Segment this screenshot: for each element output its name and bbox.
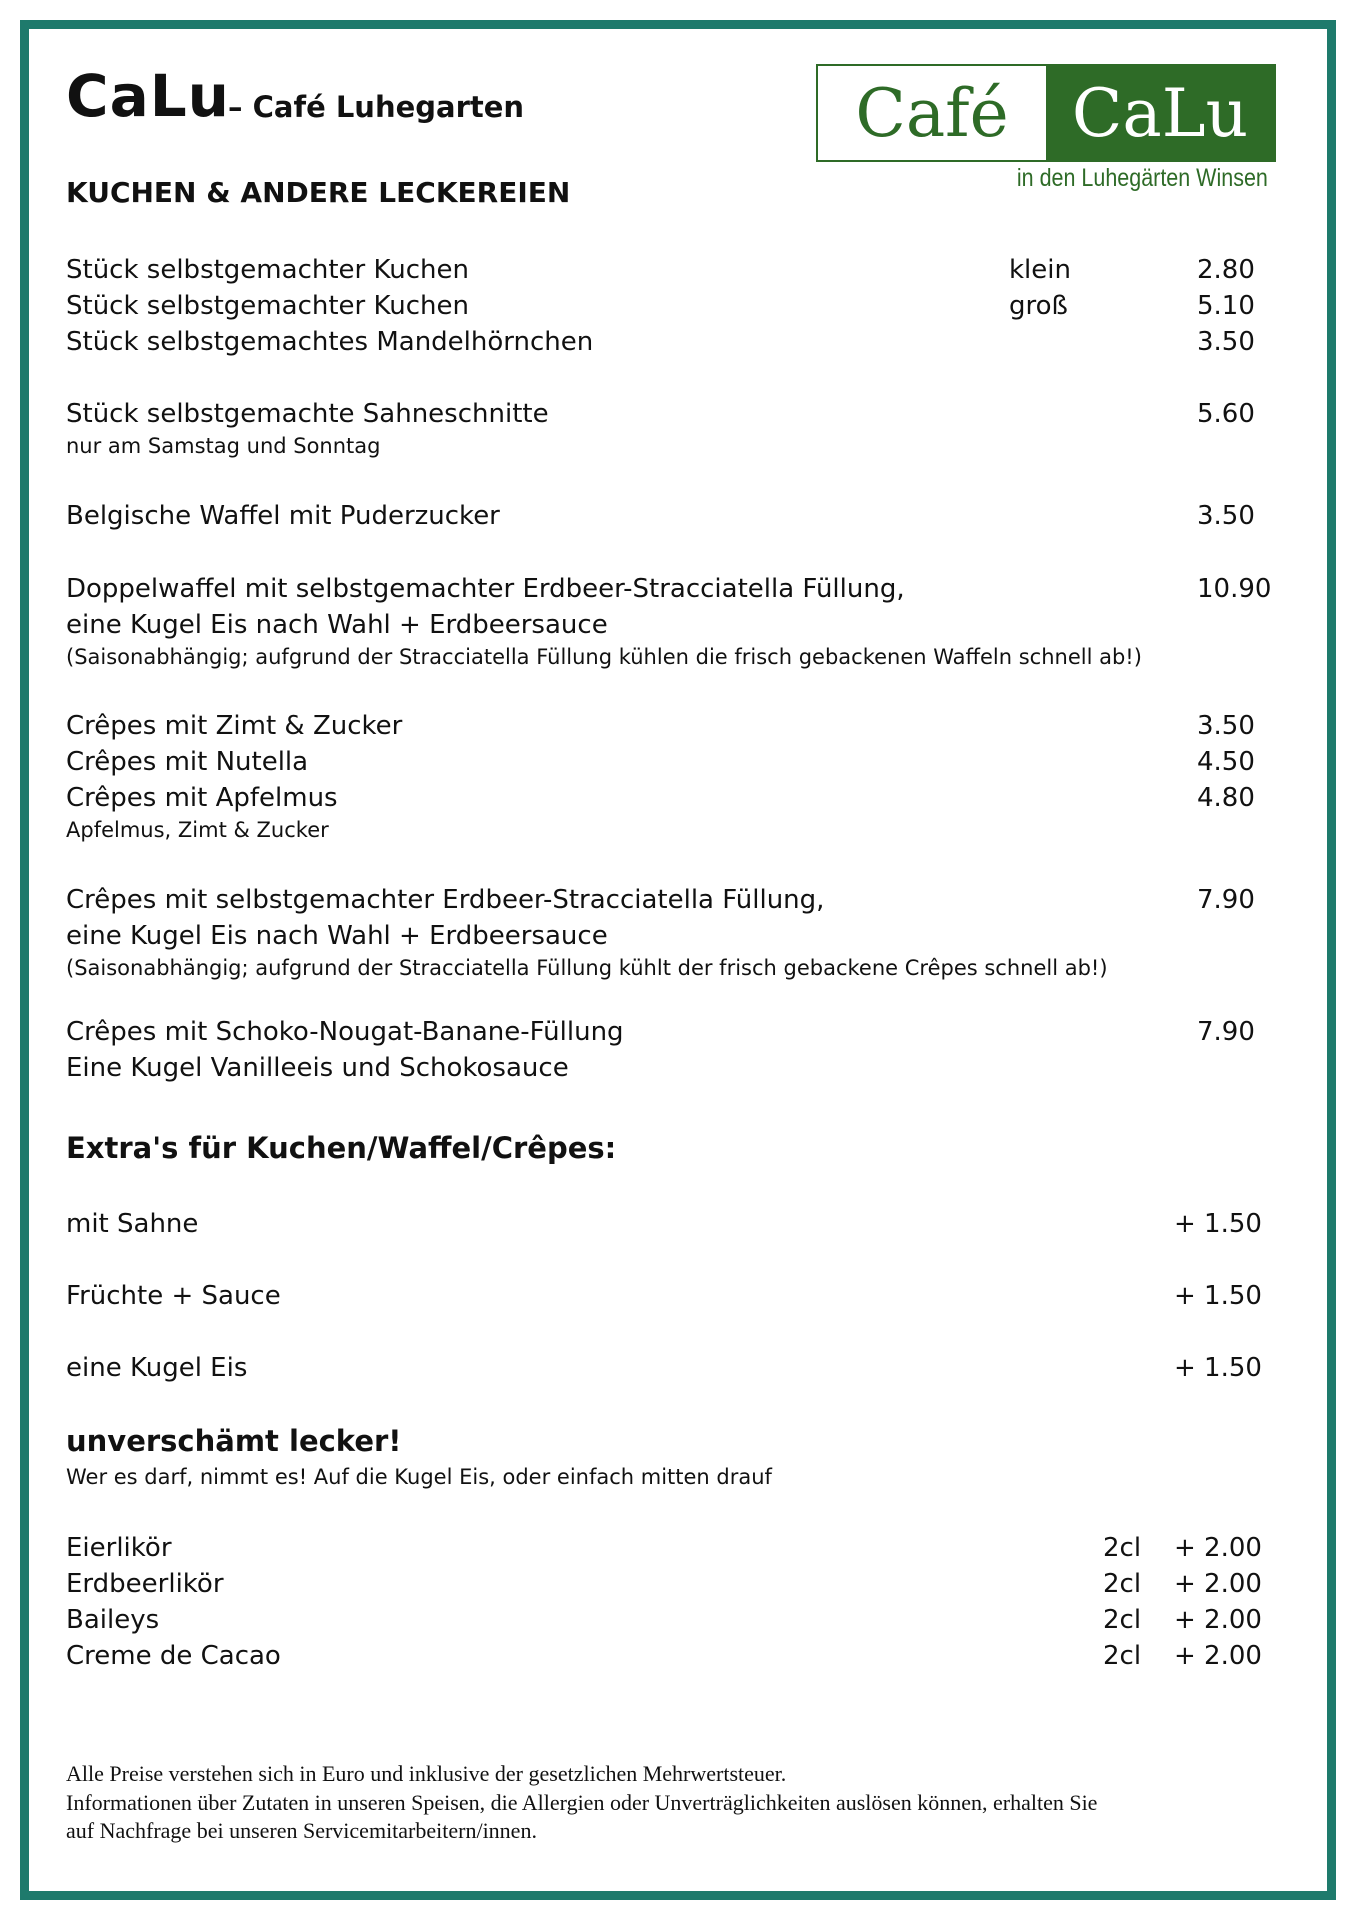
extra-name: Früchte + Sauce xyxy=(66,1281,281,1311)
item-price: 2.80 xyxy=(1197,255,1255,285)
item-name: Stück selbstgemachter Kuchen xyxy=(66,291,469,321)
logo-tagline: in den Luhegärten Winsen xyxy=(1016,164,1268,192)
item-size: groß xyxy=(1009,291,1068,321)
item-price: 5.60 xyxy=(1197,399,1255,429)
extra-price: + 1.50 xyxy=(1174,1353,1262,1383)
cafe-calu-logo xyxy=(816,64,1276,206)
extras-heading: Extra's für Kuchen/Waffel/Crêpes: xyxy=(66,1131,617,1165)
item-note: (Saisonabhängig; aufgrund der Stracciatella Füllung kühlen die frisch gebackenen Waffeln schnell ab!) xyxy=(66,645,1142,669)
liquor-size: 2cl xyxy=(1103,1533,1142,1563)
footer-line-2: Informationen über Zutaten in unseren Speisen, die Allergien oder Unverträglichkeiten auslösen können, erhalten Sie xyxy=(66,1790,1098,1815)
liquor-price: + 2.00 xyxy=(1174,1569,1262,1599)
liquor-name: Eierlikör xyxy=(66,1533,172,1563)
extra-price: + 1.50 xyxy=(1174,1281,1262,1311)
item-price: 7.90 xyxy=(1197,1017,1255,1047)
extra-name: eine Kugel Eis xyxy=(66,1353,248,1383)
item-name: Crêpes mit Nutella xyxy=(66,747,309,777)
item-note: (Saisonabhängig; aufgrund der Stracciatella Füllung kühlt der frisch gebackene Crêpes schnell ab!) xyxy=(66,956,1108,980)
liquor-name: Baileys xyxy=(66,1605,160,1635)
brand-subtitle: – Café Luhegarten xyxy=(228,90,525,124)
item-line2: eine Kugel Eis nach Wahl + Erdbeersauce xyxy=(66,610,608,640)
item-note: nur am Samstag und Sonntag xyxy=(66,434,381,458)
liquor-name: Creme de Cacao xyxy=(66,1641,281,1671)
liquor-size: 2cl xyxy=(1103,1641,1142,1671)
extra-price: + 1.50 xyxy=(1174,1209,1262,1239)
item-price: 3.50 xyxy=(1197,327,1255,357)
item-price: 4.50 xyxy=(1197,747,1255,777)
item-note: Apfelmus, Zimt & Zucker xyxy=(66,818,329,842)
item-price: 5.10 xyxy=(1197,291,1255,321)
item-name: Stück selbstgemachtes Mandelhörnchen xyxy=(66,327,594,357)
liquor-price: + 2.00 xyxy=(1174,1533,1262,1563)
item-name: Doppelwaffel mit selbstgemachter Erdbeer-Stracciatella Füllung, xyxy=(66,574,905,604)
item-price: 3.50 xyxy=(1197,501,1255,531)
brand-name: CaLu xyxy=(66,62,230,130)
item-name: Stück selbstgemachter Kuchen xyxy=(66,255,469,285)
logo-box xyxy=(816,64,1276,162)
lecker-heading: unverschämt lecker! xyxy=(66,1424,402,1458)
item-price: 10.90 xyxy=(1197,574,1272,604)
item-size: klein xyxy=(1009,255,1071,285)
item-name: Stück selbstgemachte Sahneschnitte xyxy=(66,399,549,429)
item-price: 4.80 xyxy=(1197,783,1255,813)
item-name: Crêpes mit Schoko-Nougat-Banane-Füllung xyxy=(66,1017,624,1047)
item-name: Crêpes mit Zimt & Zucker xyxy=(66,711,403,741)
liquor-price: + 2.00 xyxy=(1174,1641,1262,1671)
item-line2: Eine Kugel Vanilleeis und Schokosauce xyxy=(66,1053,569,1083)
item-name: Crêpes mit selbstgemachter Erdbeer-Stracciatella Füllung, xyxy=(66,885,825,915)
item-name: Crêpes mit Apfelmus xyxy=(66,783,338,813)
liquor-price: + 2.00 xyxy=(1174,1605,1262,1635)
logo-left-text: Café xyxy=(855,74,1009,152)
item-price: 7.90 xyxy=(1197,885,1255,915)
extra-name: mit Sahne xyxy=(66,1209,199,1239)
section-title: KUCHEN & ANDERE LECKEREIEN xyxy=(66,176,571,209)
item-name: Belgische Waffel mit Puderzucker xyxy=(66,501,500,531)
liquor-size: 2cl xyxy=(1103,1569,1142,1599)
item-price: 3.50 xyxy=(1197,711,1255,741)
item-line2: eine Kugel Eis nach Wahl + Erdbeersauce xyxy=(66,921,608,951)
lecker-subtitle: Wer es darf, nimmt es! Auf die Kugel Eis, oder einfach mitten drauf xyxy=(66,1465,772,1489)
footer-line-3: auf Nachfrage bei unseren Servicemitarbeitern/innen. xyxy=(66,1818,537,1843)
footer-line-1: Alle Preise verstehen sich in Euro und inklusive der gesetzlichen Mehrwertsteuer. xyxy=(66,1761,787,1786)
logo-right-text: CaLu xyxy=(1046,66,1274,160)
liquor-size: 2cl xyxy=(1103,1605,1142,1635)
liquor-name: Erdbeerlikör xyxy=(66,1569,224,1599)
